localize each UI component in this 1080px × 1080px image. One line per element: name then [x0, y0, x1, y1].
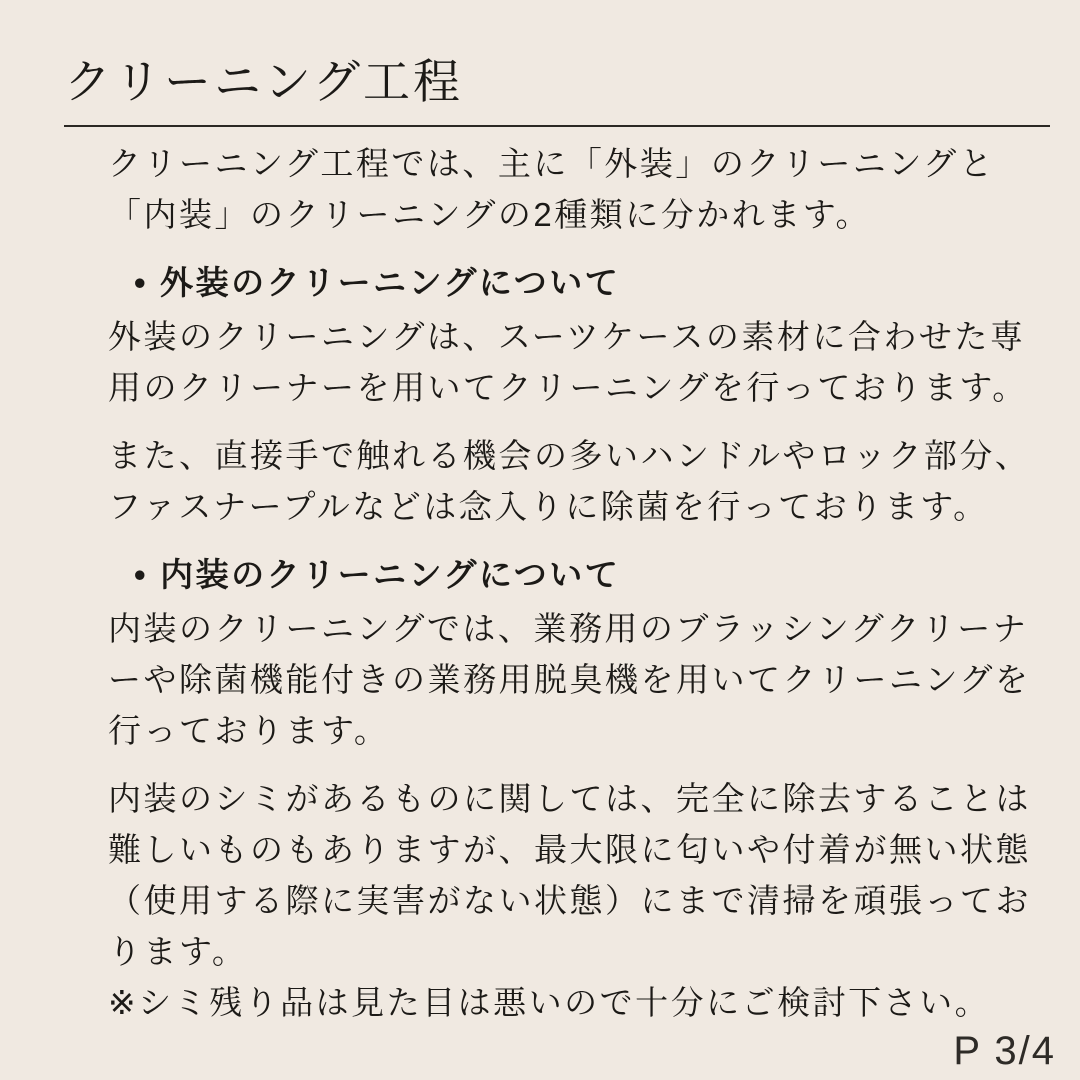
section-interior-heading	[108, 549, 1042, 600]
section-exterior-cleaning	[108, 257, 1042, 532]
interior-paragraph-2: 内装のシミがあるものに関しては、完全に除去することは難しいものもありますが、最大限に匂いや付着が無い状態（使用する際に実害がない状態）にまで清掃を頑張っております。	[108, 779, 1031, 970]
page-indicator: P 3/4	[953, 1029, 1056, 1073]
interior-paragraph-1: 内装のクリーニングでは、業務用のブラッシングクリーナーや除菌機能付きの業務用脱臭機を用いてクリーニングを行っております。	[108, 609, 1031, 749]
section-interior-cleaning	[108, 549, 1042, 977]
section-exterior-heading	[108, 257, 1042, 308]
exterior-paragraph-1: 外装のクリーニングは、スーツケースの素材に合わせた専用のクリーナーを用いてクリーニングを行っております。	[108, 317, 1028, 406]
intro-paragraph: クリーニング工程では、主に「外装」のクリーニングと「内装」のクリーニングの2種類に分かれます。	[108, 144, 995, 233]
title-divider	[64, 125, 1050, 127]
note-line: ※シミ残り品は見た目は悪いので十分にご検討下さい。	[108, 983, 991, 1021]
exterior-paragraph-2: また、直接手で触れる機会の多いハンドルやロック部分、ファスナープルなどは念入りに除菌を行っております。	[108, 436, 1031, 525]
section-exterior-heading-text: 外装のクリーニングについて	[160, 263, 621, 301]
body-content	[64, 138, 1042, 1028]
section-interior-heading-text: 内装のクリーニングについて	[160, 555, 621, 593]
bullet-icon: •	[134, 263, 149, 301]
bullet-icon: •	[134, 555, 149, 593]
page-title: クリーニング工程	[64, 55, 464, 108]
